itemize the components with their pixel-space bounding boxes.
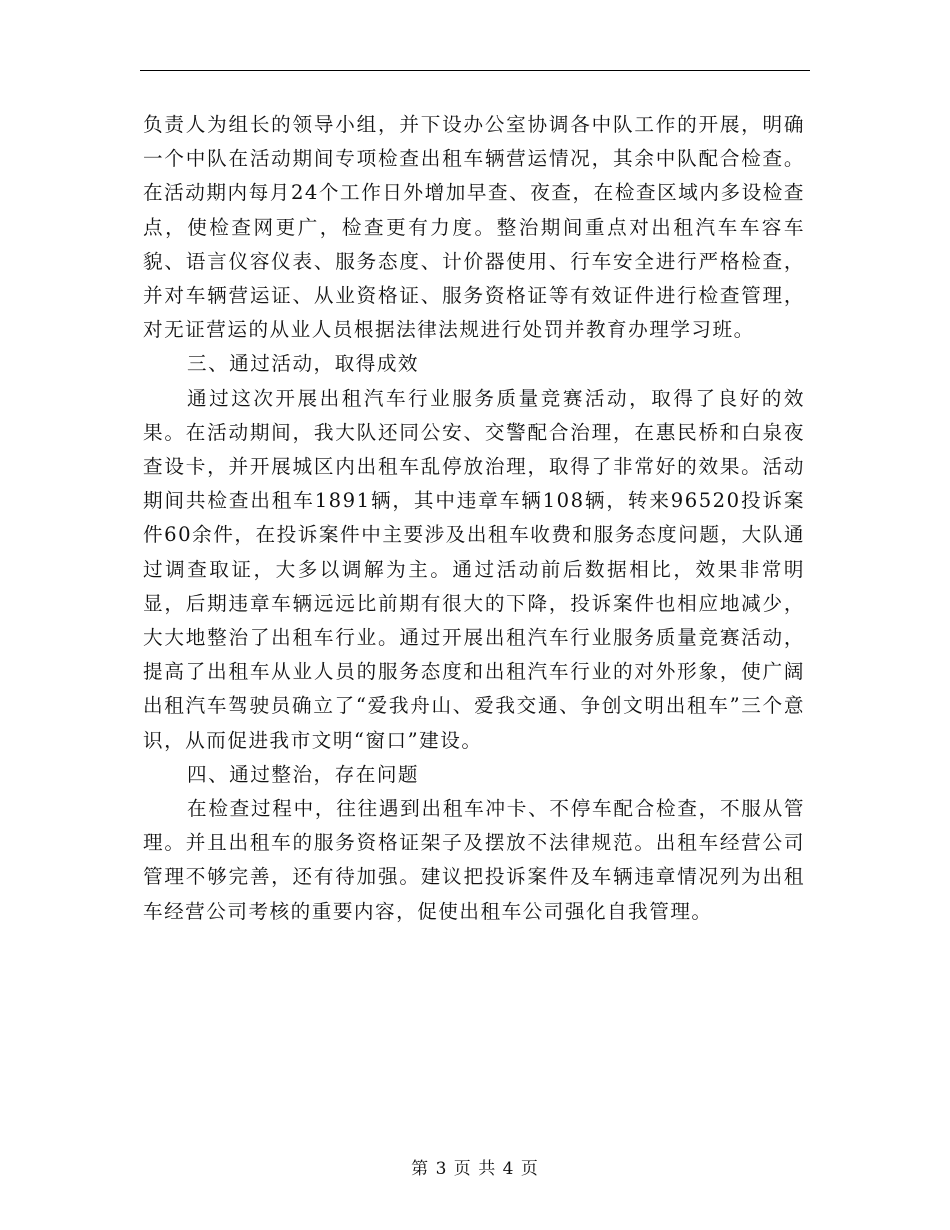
paragraph-leadership: 负责人为组长的领导小组，并下设办公室协调各中队工作的开展，明确一个中队在活动期间专项检查出租车辆营运情况，其余中队配合检查。在活动期内每月24个工作日外增加早查、夜查，在检查区域内多设检查点，使检查网更广，检查更有力度。整治期间重点对出租汽车车容车貌、语言仪容仪表、服务态度、计价器使用、行车安全进行严格检查，并对车辆营运证、从业资格证、服务资格证等有效证件进行检查管理，对无证营运的从业人员根据法律法规进行处罚并教育办理学习班。	[143, 113, 805, 342]
paragraph-results: 通过这次开展出租汽车行业服务质量竞赛活动，取得了良好的效果。在活动期间，我大队还同公安、交警配合治理，在惠民桥和白泉夜查设卡，并开展城区内出租车乱停放治理，取得了非常好的效果。活动期间共检查出租车1891辆，其中违章车辆108辆，转来96520投诉案件60余件，在投诉案件中主要涉及出租车收费和服务态度问题，大队通过调查取证，大多以调解为主。通过活动前后数据相比，效果非常明显，后期违章车辆远远比前期有很大的下降，投诉案件也相应地减少，大大地整治了出租车行业。通过开展出租汽车行业服务质量竞赛活动，提高了出租车从业人员的服务态度和出租汽车行业的对外形象，使广阔出租汽车驾驶员确立了“爱我舟山、爱我交通、争创文明出租车”三个意识，从而促进我市文明“窗口”建设。	[143, 386, 805, 752]
header-rule	[140, 70, 810, 71]
document-body	[143, 108, 805, 929]
section-heading-results: 三、通过活动，取得成效	[187, 352, 420, 376]
paragraph-problems: 在检查过程中，往往遇到出租车冲卡、不停车配合检查，不服从管理。并且出租车的服务资格证架子及摆放不法律规范。出租车经营公司管理不够完善，还有待加强。建议把投诉案件及车辆违章情况列为出租车经营公司考核的重要内容，促使出租车公司强化自我管理。	[143, 797, 805, 923]
section-heading-problems: 四、通过整治，存在问题	[187, 762, 420, 786]
page-number-footer: 第 3 页 共 4 页	[411, 1159, 539, 1179]
